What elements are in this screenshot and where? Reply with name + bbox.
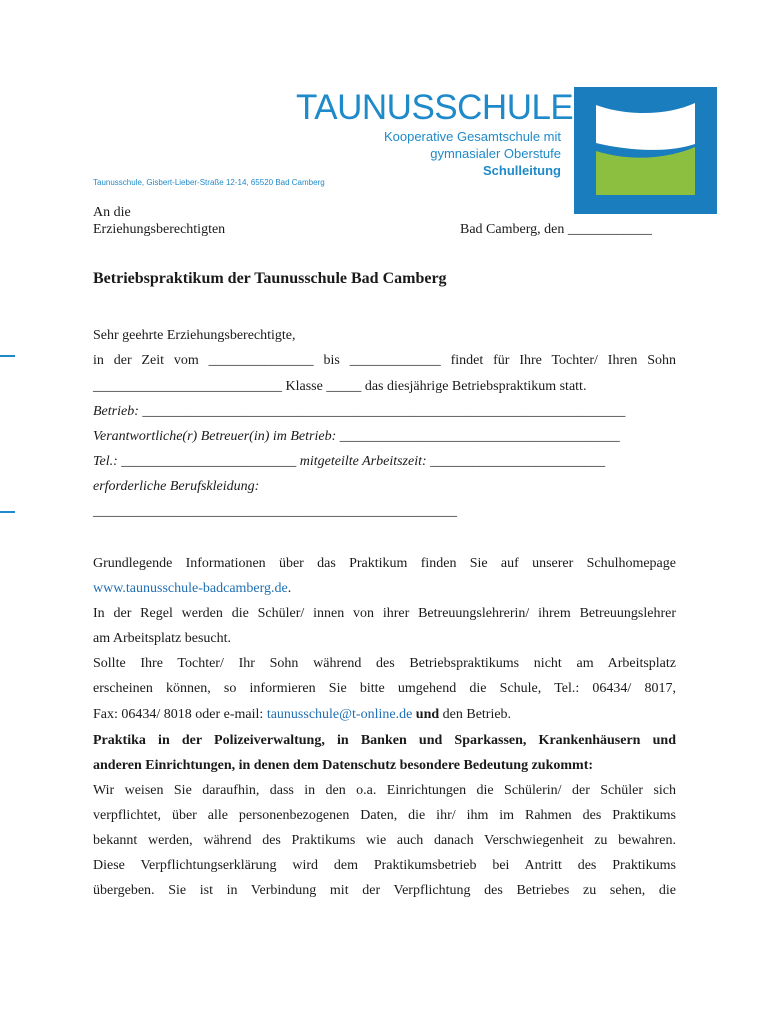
fax-text: Fax: 06434/ 8018 oder e-mail: bbox=[93, 707, 267, 722]
body-line bbox=[93, 580, 291, 598]
body-line: übergeben. Sie ist in Verbindung mit der Verpflichtung des Betriebes zu sehen, die bbox=[93, 883, 676, 898]
body-line: Sollte Ihre Tochter/ Ihr Sohn während des Betriebspraktikums nicht am Arbeitsplatz bbox=[93, 656, 676, 671]
body-line: Grundlegende Informationen über das Praktikum finden Sie auf unserer Schulhomepage bbox=[93, 556, 676, 571]
field-phone-hours: Tel.: _________________________ mitgeteilte Arbeitszeit: _________________________ bbox=[93, 454, 606, 469]
field-clothing-label: erforderliche Berufskleidung: bbox=[93, 479, 260, 494]
sender-address: Taunusschule, Gisbert-Lieber-Straße 12-14, 65520 Bad Camberg bbox=[93, 178, 325, 187]
body-line: In der Regel werden die Schüler/ innen von ihrer Betreuungslehrerin/ ihrem Betreuungslehrer bbox=[93, 606, 676, 621]
place-date: Bad Camberg, den ____________ bbox=[460, 222, 652, 237]
email-link[interactable]: taunusschule@t-online.de bbox=[266, 707, 413, 722]
body-text: den Betrieb. bbox=[439, 707, 512, 722]
school-logo bbox=[574, 87, 717, 214]
body-line: in der Zeit vom _______________ bis _____________ findet für Ihre Tochter/ Ihren Sohn bbox=[93, 353, 676, 368]
school-subtitle: gymnasialer Oberstufe bbox=[430, 146, 561, 161]
field-company: Betrieb: _____________________________________________________________________ bbox=[93, 404, 626, 419]
body-line: am Arbeitsplatz besucht. bbox=[93, 631, 232, 646]
recipient-line: Erziehungsberechtigten bbox=[93, 222, 226, 237]
school-subtitle: Kooperative Gesamtschule mit bbox=[383, 129, 561, 144]
body-line: bekannt werden, während des Praktikums wie auch danach Verschwiegenheit zu bewahren. bbox=[93, 833, 676, 848]
field-supervisor: Verantwortliche(r) Betreuer(in) im Betrieb: ________________________________________ bbox=[93, 429, 620, 444]
bold-and: und bbox=[412, 707, 440, 722]
school-name: TAUNUSSCHULE bbox=[296, 88, 574, 127]
field-clothing-blank: ____________________________________________________ bbox=[93, 504, 457, 519]
body-line: erscheinen können, so informieren Sie bitte umgehend die Schule, Tel.: 06434/ 8017, bbox=[93, 681, 676, 696]
recipient-line: An die bbox=[93, 205, 131, 220]
body-line bbox=[93, 706, 511, 724]
letter-title: Betriebspraktikum der Taunusschule Bad Camberg bbox=[93, 270, 447, 287]
section-heading: Praktika in der Polizeiverwaltung, in Banken und Sparkassen, Krankenhäusern und bbox=[93, 733, 676, 748]
fold-mark bbox=[0, 355, 15, 357]
body-line: Diese Verpflichtungserklärung wird dem Praktikumsbetrieb bei Antritt des Praktikums bbox=[93, 858, 676, 873]
body-line: ___________________________ Klasse _____ das diesjährige Betriebspraktikum statt. bbox=[93, 379, 587, 394]
body-line: Wir weisen Sie daraufhin, dass in den o.a. Einrichtungen die Schülerin/ der Schüler sich bbox=[93, 783, 676, 798]
punch-mark bbox=[0, 511, 15, 513]
salutation: Sehr geehrte Erziehungsberechtigte, bbox=[93, 328, 296, 343]
homepage-link[interactable]: www.taunusschule-badcamberg.de bbox=[93, 581, 288, 596]
department-label: Schulleitung bbox=[483, 163, 561, 178]
body-line: verpflichtet, über alle personenbezogenen Daten, die ihr/ ihm im Rahmen des Praktikums bbox=[93, 808, 676, 823]
logo-graphic bbox=[574, 87, 717, 214]
section-heading: anderen Einrichtungen, in denen dem Datenschutz besondere Bedeutung zukommt: bbox=[93, 758, 594, 773]
punctuation: . bbox=[287, 581, 292, 596]
